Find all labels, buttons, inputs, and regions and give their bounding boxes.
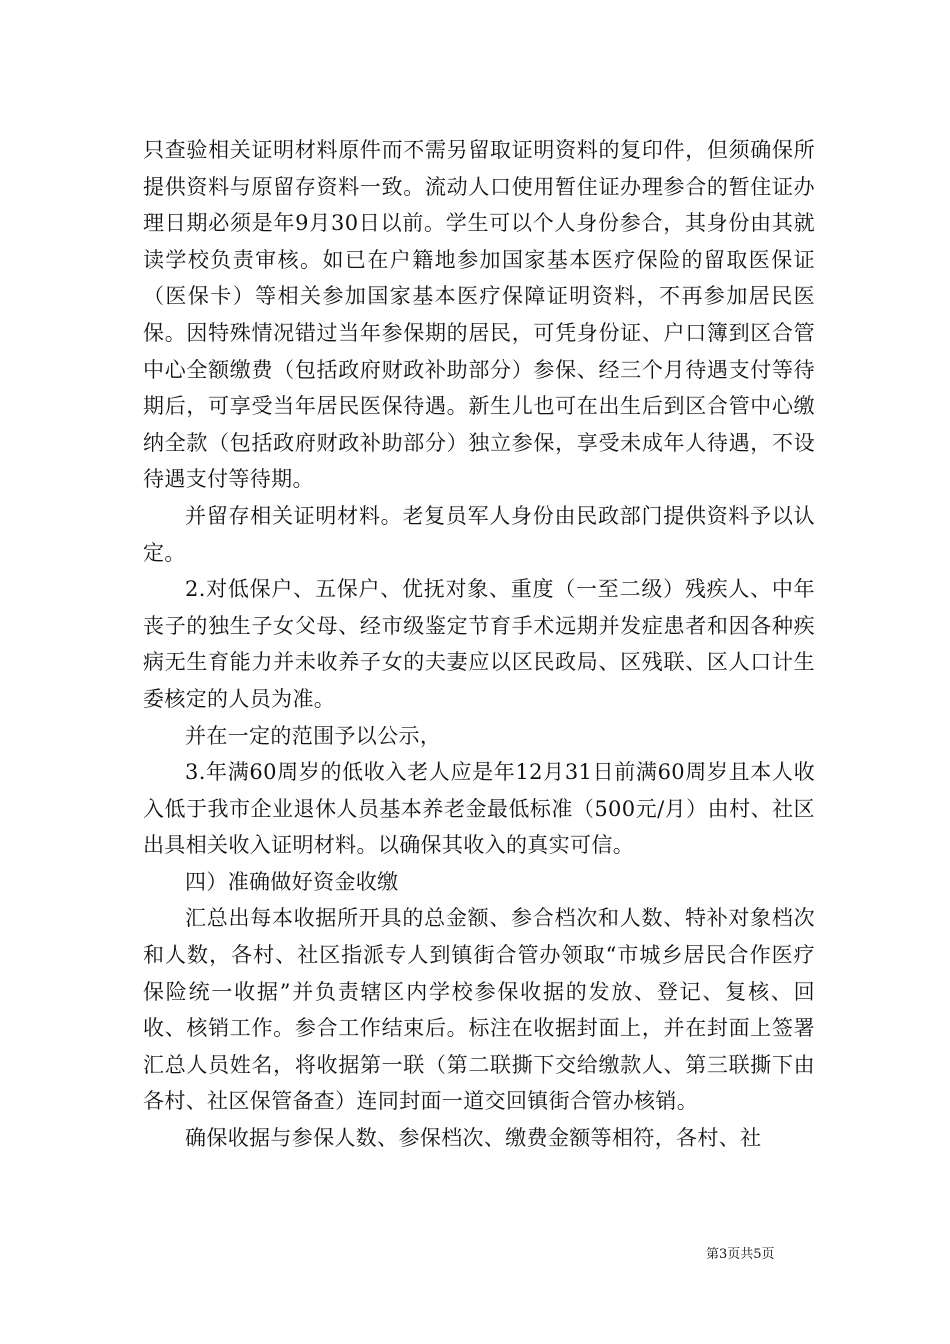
section-heading: 四）准确做好资金收缴 — [185, 869, 399, 894]
paragraph-8: 确保收据与参保人数、参保档次、缴费金额等相符，各村、社 — [185, 1126, 762, 1151]
document-body — [143, 132, 815, 1157]
paragraph-1: 只查验相关证明材料原件而不需另留取证明资料的复印件，但须确保所提供资料与原留存资料一致。流动人口使用暂住证办理参合的暂住证办理日期必须是年9月30日以前。学生可以个人身份参合，其身份由其就读学校负责审核。如已在户籍地参加国家基本医疗保险的留取医保证（医保卡）等相关参加国家基本医疗保障证明资料，不再参加居民医保。因特殊情况错过当年参保期的居民，可凭身份证、户口簿到区合管中心全额缴费（包括政府财政补助部分）参保、经三个月待遇支付等待期后，可享受当年居民医保待遇。新生儿也可在出生后到区合管中心缴纳全款（包括政府财政补助部分）独立参保，享受未成年人待遇，不设待遇支付等待期。 — [143, 138, 815, 492]
paragraph-3: 2.对低保户、五保户、优抚对象、重度（一至二级）残疾人、中年丧子的独生子女父母、经市级鉴定节育手术远期并发症患者和因各种疾病无生育能力并未收养子女的夫妻应以区民政局、区残联、区人口计生委核定的人员为准。 — [143, 577, 815, 711]
paragraph-4: 并在一定的范围予以公示， — [185, 723, 442, 748]
paragraph-7: 汇总出每本收据所开具的总金额、参合档次和人数、特补对象档次和人数，各村、社区指派专人到镇街合管办领取“市城乡居民合作医疗保险统一收据”并负责辖区内学校参保收据的发放、登记、复核、回收、核销工作。参合工作结束后。标注在收据封面上，并在封面上签署汇总人员姓名，将收据第一联（第二联撕下交给缴款人、第三联撕下由各村、社区保管备查）连同封面一道交回镇街合管办核销。 — [143, 906, 815, 1114]
page-number: 第3页共5页 — [706, 1247, 775, 1262]
paragraph-2: 并留存相关证明材料。老复员军人身份由民政部门提供资料予以认定。 — [143, 503, 815, 565]
paragraph-5: 3.年满60周岁的低收入老人应是年12月31日前满60周岁且本人收入低于我市企业退休人员基本养老金最低标准（500元/月）由村、社区出具相关收入证明材料。以确保其收入的真实可信。 — [143, 760, 815, 858]
